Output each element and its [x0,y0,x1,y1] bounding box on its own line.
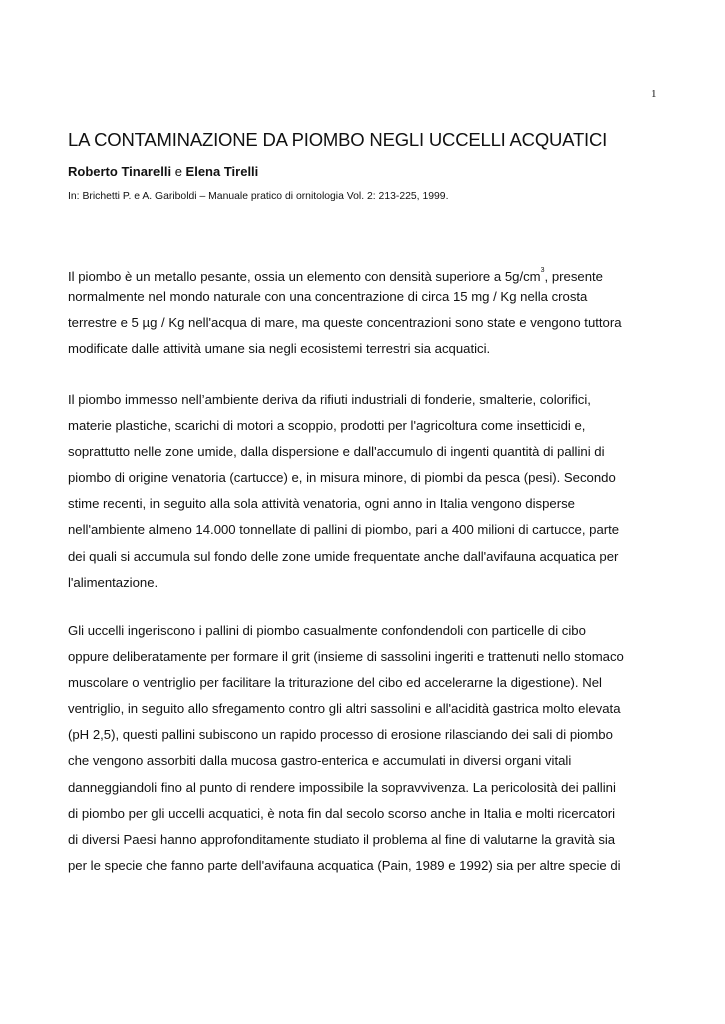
paragraph-line: danneggiandoli fino al punto di rendere impossibile la sopravvivenza. La pericolosità dei pallini [68,779,616,795]
paragraph-line: ventriglio, in seguito allo sfregamento contro gli altri sassolini e all'acidità gastrica molto elevata [68,701,621,717]
paragraph-line: oppure deliberatamente per formare il grit (insieme di sassolini ingeriti e trattenuti nello stomaco [68,649,624,665]
citation: In: Brichetti P. e A. Gariboldi – Manuale pratico di ornitologia Vol. 2: 213-225, 1999. [68,191,449,202]
paragraph-line: modificate dalle attività umane sia negli ecosistemi terrestri sia acquatici. [68,341,491,357]
paragraph-line: nell'ambiente almeno 14.000 tonnellate di pallini di piombo, pari a 400 milioni di cartucce, parte [68,522,620,538]
author-name: Roberto Tinarelli [68,164,172,179]
author-conjunction: e [174,164,182,179]
paragraph-ingestion [68,618,624,879]
superscript: 3 [540,267,545,274]
authors-line [68,164,258,179]
line-text: Il piombo è un metallo pesante, ossia un elemento con densità superiore a 5g/cm [68,269,541,284]
paragraph-line: l'alimentazione. [68,574,159,590]
paragraph-line: terrestre e 5 µg / Kg nell'acqua di mare, ma queste concentrazioni sono state e vengono tuttora [68,315,622,331]
paragraph-line: dei quali si accumula sul fondo delle zone umide frequentate anche dall'avifauna acquatica per [68,548,619,564]
paragraph-line: per le specie che fanno parte dell'avifauna acquatica (Pain, 1989 e 1992) sia per altre specie di [68,857,621,873]
paragraph-line: Il piombo immesso nell’ambiente deriva da rifiuti industriali di fonderie, smalterie, colorifici, [68,392,591,407]
paragraph-line: materie plastiche, scarichi di motori a scoppio, prodotti per l'agricoltura come insetticidi e, [68,418,586,434]
paragraph-line: che vengono assorbiti dalla mucosa gastro-enterica e accumulati in diversi organi vitali [68,753,572,769]
paragraph-line: muscolare o ventriglio per facilitare la triturazione del cibo ed accelerarne la digestione). Nel [68,675,602,691]
paragraph-line: di diversi Paesi hanno approfonditamente studiato il problema al fine di valutarne la gravità sia [68,831,616,847]
page-number: 1 [651,88,657,100]
paragraph-sources [68,387,619,596]
paragraph-line: soprattutto nelle zone umide, dalla dispersione e dall'accumulo di ingenti quantità di pallini di [68,444,605,460]
paragraph-line: Gli uccelli ingeriscono i pallini di piombo casualmente confondendoli con particelle di cibo [68,623,586,638]
line-text: , presente [544,269,603,284]
paragraph-line: (pH 2,5), questi pallini subiscono un rapido processo di erosione rilasciando dei sali di piombo [68,727,613,743]
paragraph-line: di piombo per gli uccelli acquatici, è nota fin dal secolo scorso anche in Italia e molti ricercatori [68,805,616,821]
document-title: LA CONTAMINAZIONE DA PIOMBO NEGLI UCCELLI ACQUATICI [68,129,608,150]
paragraph-line: piombo di origine venatoria (cartucce) e, in misura minore, di piombi da pesca (pesi). Secondo [68,470,616,486]
paragraph-line [68,258,622,284]
author-name: Elena Tirelli [185,164,259,179]
paragraph-line: normalmente nel mondo naturale con una concentrazione di circa 15 mg / Kg nella crosta [68,289,588,305]
paragraph-intro [68,258,622,362]
paragraph-line: stime recenti, in seguito alla sola attività venatoria, ogni anno in Italia vengono disperse [68,496,575,512]
